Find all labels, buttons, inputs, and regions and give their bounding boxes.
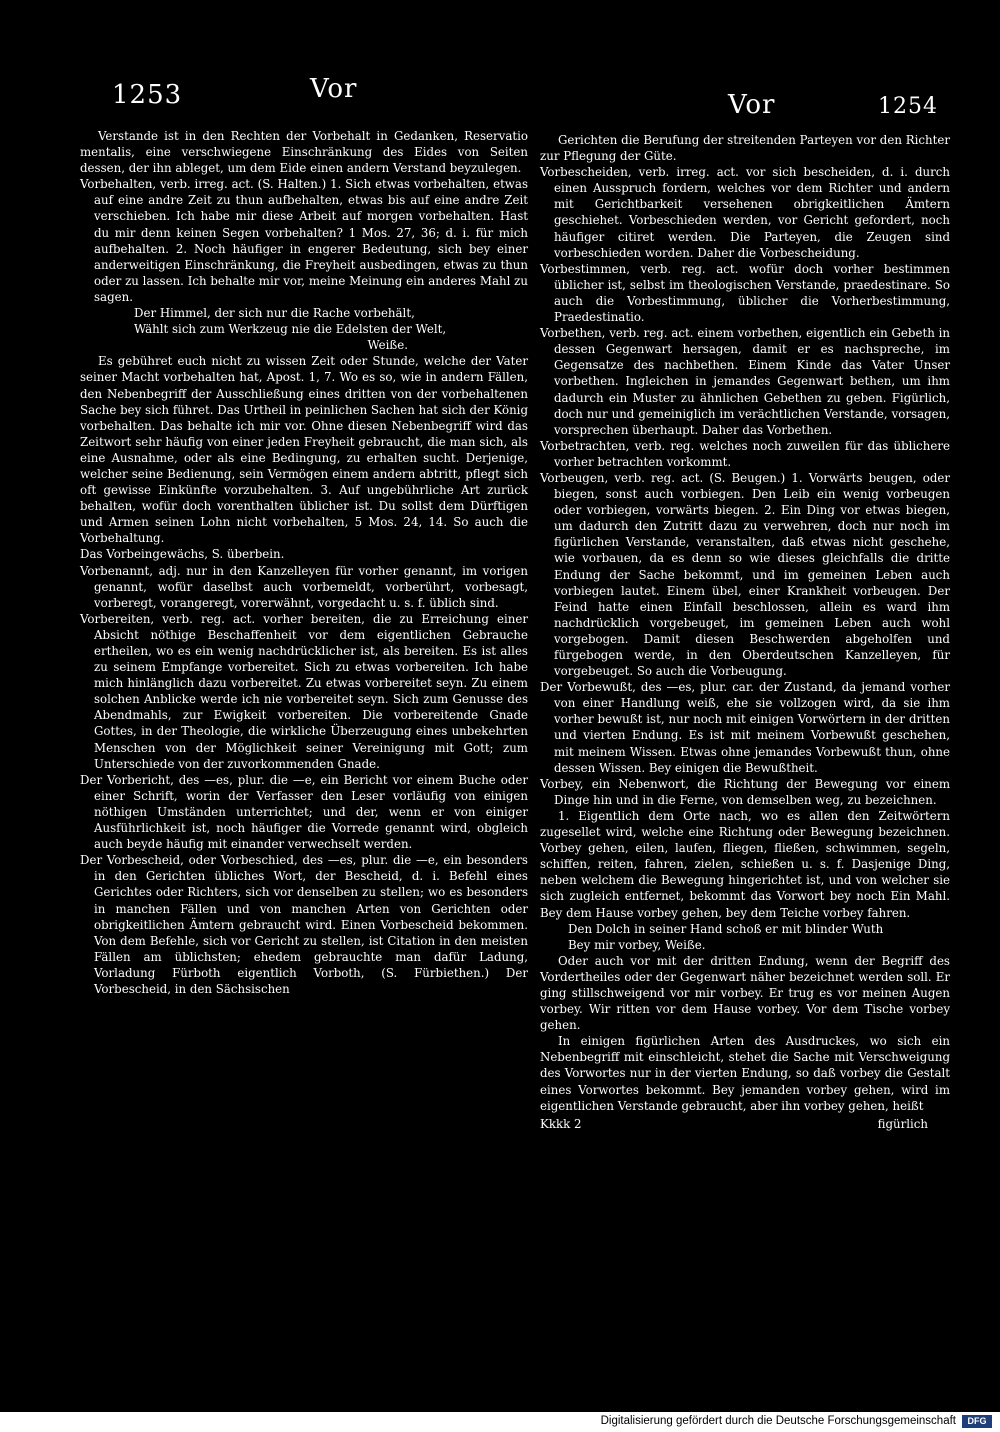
running-head-right: Vor: [728, 90, 776, 120]
entry-text: Oder auch vor mit der dritten Endung, wenn der Begriff des Vordertheiles oder der Gegenwart näher bezeichnet werden soll. Er ging stillschweigend vor mir vorbey. Er trug es vor meinen Augen vorbey. Wir ritten vor dem Hause vorbey. Vor dem Tische vorbey gehen.: [540, 953, 950, 1033]
entry-text: In einigen figürlichen Arten des Ausdruckes, wo sich ein Nebenbegriff mit einschleicht, stehet die Sache mit Verschweigung des Vorwortes nur in der vierten Endung, so daß vorbey die Gestalt eines Vorwortes bekommt. Bey jemanden vorbey gehen, wird im eigentlichen Verstande gebraucht, aber ihn vorbey gehen, heißt: [540, 1034, 950, 1113]
verse-attribution: Weiße.: [367, 338, 408, 353]
entry-text: Verstande ist in den Rechten der Vorbehalt in Gedanken, Reservatio mentalis, eine verschwiegene Einschränkung des Eides von Seiten dessen, der ihn ableget, um dem Eide einen andern Verstand beyzulegen.: [80, 129, 528, 176]
verse-line: Bey mir vorbey, Weiße.: [568, 937, 706, 952]
page-number-left: 1253: [112, 80, 183, 110]
entry-vorbenannt: Vorbenannt, adj. nur in den Kanzelleyen für vorher genannt, im vorigen genannt, wofür daselbst auch vorbemeldt, vorberührt, vorbesagt, vorberegt, vorangeregt, vorerwähnt, vorgedacht u. s. f. üblich sind.: [80, 563, 528, 610]
entry-vorbestimmen: Vorbestimmen, verb. reg. act. wofür doch vorher bestimmen üblicher ist, selbst im theologischen Verstande, praedestinare. So auch die Vorbestimmung, üblicher die Vorherbestimmung, Praedestinatio.: [540, 261, 950, 325]
verse-line: Der Himmel, der sich nur die Rache vorbehält,: [134, 306, 415, 321]
running-head-left: Vor: [310, 74, 358, 104]
left-column: [80, 128, 528, 997]
right-column: [540, 132, 950, 1134]
entry-vorbereiten: Vorbereiten, verb. reg. act. vorher bereiten, die zu Erreichung einer Absicht nöthige Beschaffenheit vor dem eigentlichen Gebrauche ertheilen, wo es ein wenig nachdrücklicher ist, als bereiten. Es ist alles zu seinem Empfange vorbereitet. Sich zu etwas vorbereiten. Ich habe mich hinlänglich dazu vorbereitet. Zu etwas vorbereitet seyn. Zu einem solchen Anblicke werde ich nie vorbereitet seyn. Sich zum Genusse des Abendmahls, zur Ewigkeit vorbereiten. Die vorbereitende Gnade Gottes, in der Theologie, die wirkliche Überzeugung eines unbekehrten Menschen von der Möglichkeit seiner Vereinigung mit Gott; zum Unterschiede von der zuvorkommenden Gnade.: [80, 611, 528, 771]
entry-text: 1. Eigentlich dem Orte nach, wo es allen den Zeitwörtern zugesellet wird, welche eine Richtung oder Bewegung bezeichnen. Vorbey gehen, eilen, laufen, fliegen, fließen, schwimmen, segeln, schiffen, reiten, fahren, zielen, schießen u. s. f. Dasjenige Ding, neben welchem die Bewegung hingerichtet ist, und von welcher sie sich zugleich entfernet, bekommt das Vorwort bey noch Ein Mahl. Bey dem Hause vorbey gehen, bey dem Teiche vorbey fahren.: [540, 808, 950, 920]
entry-vorbeugen: Vorbeugen, verb. reg. act. (S. Beugen.) 1. Vorwärts beugen, oder biegen, sonst auch vorbiegen. Den Leib ein wenig vorbeugen oder vorbiegen, vorwärts biegen. 2. Ein Ding vor etwas biegen, um dadurch den Zutritt dazu zu verwehren, doch nur noch im figürlichen Verstande, veranstalten, daß etwas nicht geschehe, wie vorbauen, da es denn so wie dieses gleichfalls die dritte Endung der Sache bekommt, und im gemeinen Leben auch vorbiegen lautet. Einem übel, einer Krankheit vorbeugen. Der Feind hatte einen Einfall beschlossen, allein es ward ihm nachdrücklich vorgebeuget, im gemeinen Leben auch wohl vorgebogen. Damit diesen Beschwerden abgeholfen und fürgebogen werde, in den Oberdeutschen Kanzelleyen, für vorgebeuget. So auch die Vorbeugung.: [540, 470, 950, 679]
catchword: figürlich: [877, 1116, 928, 1131]
entry-vorbehalten: Vorbehalten, verb. irreg. act. (S. Halten.) 1. Sich etwas vorbehalten, etwas auf eine andre Zeit zu thun aufbehalten, etwas bis auf eine andre Zeit verschieben. Ich habe mir diese Arbeit auf morgen vorbehalten. Hast du mir denn keinen Segen vorbehalten? 1 Mos. 27, 36; d. i. für mich aufbehalten. 2. Noch häufiger in engerer Bedeutung, sich bey einer anderweitigen Einschränkung, die Freyheit ausbedingen, etwas zu thun oder zu lassen. Ich behalte mir vor, meine Meinung ein anderes Mahl zu sagen.: [80, 177, 528, 304]
entry-vorbericht: Der Vorbericht, des —es, plur. die —e, ein Bericht vor einem Buche oder einer Schrift, worin der Verfasser den Leser vorläufig von einigen nöthigen Umständen unterrichtet; und der, wenn er von einiger Ausführlichkeit ist, noch häufiger die Vorrede genannt wird, obgleich auch beyde häufig mit einander verwechselt werden.: [80, 772, 528, 852]
entry-vorbethen: Vorbethen, verb. reg. act. einem vorbethen, eigentlich ein Gebeth in dessen Gegenwart hersagen, damit er es nachspreche, im Gegensatze des nachbethen. Einem Kinde das Vater Unser vorbethen. Ingleichen in jemandes Gegenwart bethen, um ihm dadurch ein Muster zu ähnlichen Gebethen zu geben. Figürlich, doch nur und gemeiniglich im verächtlichen Verstande, vorsagen, vorsprechen überhaupt. Daher das Vorbethen.: [540, 326, 950, 437]
signature-mark: Kkkk 2: [540, 1116, 582, 1131]
entry-text: Es gebühret euch nicht zu wissen Zeit oder Stunde, welche der Vater seiner Macht vorbehalten hat, Apost. 1, 7. Wo es so, wie in andern Fällen, den Nebenbegriff der Ausschließung eines dritten von der vorbehaltenen Sache bey sich führet. Das Urtheil in peinlichen Sachen hat sich der König vorbehalten. Das behalte ich mir vor. Ohne diesen Nebenbegriff wird das Zeitwort sehr häufig von einer jeden Freyheit gebraucht, die man sich, als eine Ausnahme, oder als eine Bedingung, zu erhalten sucht. Derjenige, welcher seine Bedienung, sein Vermögen einem andern abtritt, pflegt sich oft gewisse Einkünfte vorzubehalten. 3. Auf ungebührliche Art zurück behalten, wofür doch vorenthalten üblicher ist. Du sollst dem Dürftigen und Armen seinen Lohn nicht vorbehalten, 5 Mos. 24, 14. So auch die Vorbehaltung.: [80, 354, 528, 546]
verse-line: Wählt sich zum Werkzeug nie die Edelsten der Welt,: [134, 322, 447, 337]
entry-vorbetrachten: Vorbetrachten, verb. reg. welches noch zuweilen für das üblichere vorher betrachten vorkommt.: [540, 438, 950, 469]
page-number-right: 1254: [878, 94, 938, 119]
footer-bar: [0, 1412, 1000, 1432]
verse-line: Den Dolch in seiner Hand schoß er mit blinder Wuth: [568, 921, 884, 936]
entry-vorbeingewaechs: Das Vorbeingewächs, S. überbein.: [80, 547, 285, 562]
dfg-logo: DFG: [962, 1415, 992, 1428]
funding-notice: Digitalisierung gefördert durch die Deutsche Forschungsgemeinschaft: [600, 1415, 956, 1427]
entry-vorbewusst: Der Vorbewußt, des —es, plur. car. der Zustand, da jemand vorher von einer Handlung weiß, ehe sie vollzogen wird, da sie ihm vorher bewußt ist, nur noch mit einigen Vorwörtern in der dritten und vierten Endung. Es ist mit meinem Vorbewußt geschehen, mit meinem Wissen. Etwas ohne jemandes Vorbewußt thun, ohne dessen Wissen. Bey einigen die Bewußtheit.: [540, 680, 950, 775]
entry-text: Gerichten die Berufung der streitenden Parteyen vor den Richter zur Pflegung der Güte.: [540, 133, 950, 164]
entry-vorbey: Vorbey, ein Nebenwort, die Richtung der Bewegung vor einem Dinge hin und in die Ferne, von demselben weg, zu bezeichnen.: [540, 776, 950, 807]
entry-vorbescheiden: Vorbescheiden, verb. irreg. act. vor sich bescheiden, d. i. durch einen Ausspruch fordern, welches vor dem Richter und andern mit Gerichtbarkeit versehenen obrigkeitlichen Ämtern geschiehet. Vorbeschieden werden, vor Gericht gefordert, noch häufiger citiret werden. Die Parteyen, die Zeugen sind vorbeschieden worden. Daher die Vorbescheidung.: [540, 165, 950, 260]
entry-vorbescheid: Der Vorbescheid, oder Vorbeschied, des —es, plur. die —e, ein besonders in den Gerichten übliches Wort, der Bescheid, d. i. Befehl eines Gerichtes oder Richters, sich vor denselben zu stellen; wo es besonders in manchen Fällen und von manchen Arten von Gerichten oder obrigkeitlichen Ämtern gebraucht wird. Einen Vorbescheid bekommen. Von dem Befehle, sich vor Gericht zu stellen, ist Citation in den meisten Fällen am üblichsten; ehedem gebrauchte man dafür Ladung, Vorladung Fürboth eigentlich Vorboth, (S. Fürbiethen.) Der Vorbescheid, in den Sächsischen: [80, 853, 528, 996]
